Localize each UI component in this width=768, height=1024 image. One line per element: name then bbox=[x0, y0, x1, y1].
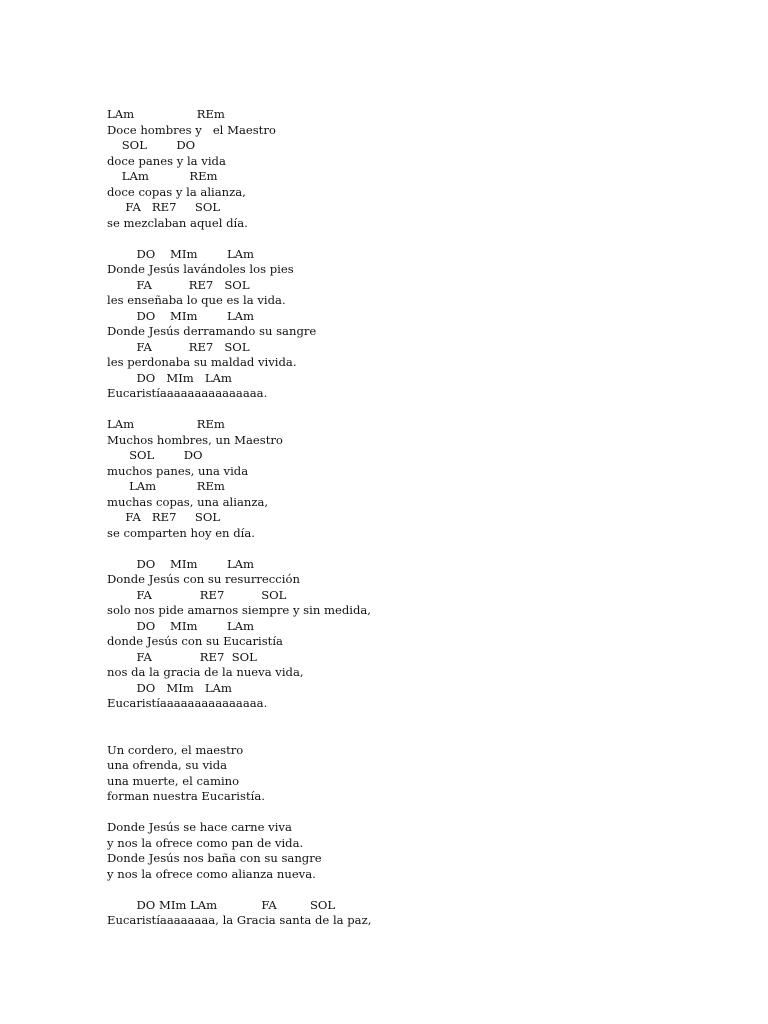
text-line: DO MIm LAm bbox=[107, 370, 232, 385]
blank-line bbox=[107, 712, 371, 728]
blank-line bbox=[107, 882, 371, 898]
text-line: y nos la ofrece como pan de vida. bbox=[107, 835, 304, 850]
text-line: Donde Jesús lavándoles los pies bbox=[107, 262, 294, 276]
song-lyrics-with-chords bbox=[107, 107, 371, 929]
text-line: les perdonaba su maldad vivida. bbox=[107, 355, 297, 369]
text-line: FA RE7 SOL bbox=[107, 587, 287, 602]
text-line: Donde Jesús se hace carne viva bbox=[107, 820, 292, 834]
blank-line bbox=[107, 805, 371, 821]
text-line: Donde Jesús nos baña con su sangre bbox=[107, 851, 322, 865]
text-line: Un cordero, el maestro bbox=[107, 742, 244, 757]
text-line: DO MIm LAm bbox=[107, 680, 232, 695]
blank-line bbox=[107, 727, 371, 743]
text-line: DO MIm LAm bbox=[107, 556, 255, 571]
text-line: FA RE7 SOL bbox=[107, 339, 250, 354]
text-line: LAm REm bbox=[107, 169, 218, 183]
text-line: FA RE7 SOL bbox=[107, 510, 221, 524]
text-line: FA RE7 SOL bbox=[107, 200, 221, 214]
text-line: Eucaristíaaaaaaaaaaaaaaa. bbox=[107, 696, 268, 710]
text-line: LAm REm bbox=[107, 417, 225, 431]
text-line: Eucaristíaaaaaaaa, la Gracia santa de la paz, bbox=[107, 913, 372, 927]
text-line: Donde Jesús derramando su sangre bbox=[107, 324, 317, 338]
text-line: Muchos hombres, un Maestro bbox=[107, 432, 283, 447]
blank-line bbox=[107, 231, 371, 247]
text-line: doce copas y la alianza, bbox=[107, 184, 246, 199]
text-line: Donde Jesús con su resurrección bbox=[107, 572, 300, 586]
text-line: DO MIm LAm bbox=[107, 618, 255, 633]
text-line: doce panes y la vida bbox=[107, 153, 226, 168]
text-line: se comparten hoy en día. bbox=[107, 525, 255, 540]
text-line: muchos panes, una vida bbox=[107, 463, 249, 478]
blank-line bbox=[107, 402, 371, 418]
text-line: solo nos pide amarnos siempre y sin medida, bbox=[107, 603, 371, 617]
text-line: forman nuestra Eucaristía. bbox=[107, 789, 265, 803]
text-line: una ofrenda, su vida bbox=[107, 758, 228, 772]
blank-line bbox=[107, 541, 371, 557]
text-line: FA RE7 SOL bbox=[107, 277, 250, 292]
text-line: FA RE7 SOL bbox=[107, 649, 257, 664]
text-line: SOL DO bbox=[107, 448, 203, 462]
text-line: nos da la gracia de la nueva vida, bbox=[107, 665, 304, 679]
text-line: SOL DO bbox=[107, 138, 196, 152]
text-line: Doce hombres y el Maestro bbox=[107, 122, 276, 137]
text-line: DO MIm LAm FA SOL bbox=[107, 897, 336, 912]
text-line: muchas copas, una alianza, bbox=[107, 494, 269, 509]
text-line: donde Jesús con su Eucaristía bbox=[107, 634, 283, 648]
text-line: DO MIm LAm bbox=[107, 246, 255, 261]
text-line: les enseñaba lo que es la vida. bbox=[107, 293, 286, 307]
text-line: Eucaristíaaaaaaaaaaaaaaa. bbox=[107, 386, 268, 400]
text-line: DO MIm LAm bbox=[107, 308, 255, 323]
text-line: se mezclaban aquel día. bbox=[107, 215, 248, 230]
text-line: y nos la ofrece como alianza nueva. bbox=[107, 866, 316, 881]
text-line: LAm REm bbox=[107, 479, 225, 493]
text-line: LAm REm bbox=[107, 107, 225, 121]
text-line: una muerte, el camino bbox=[107, 773, 240, 788]
